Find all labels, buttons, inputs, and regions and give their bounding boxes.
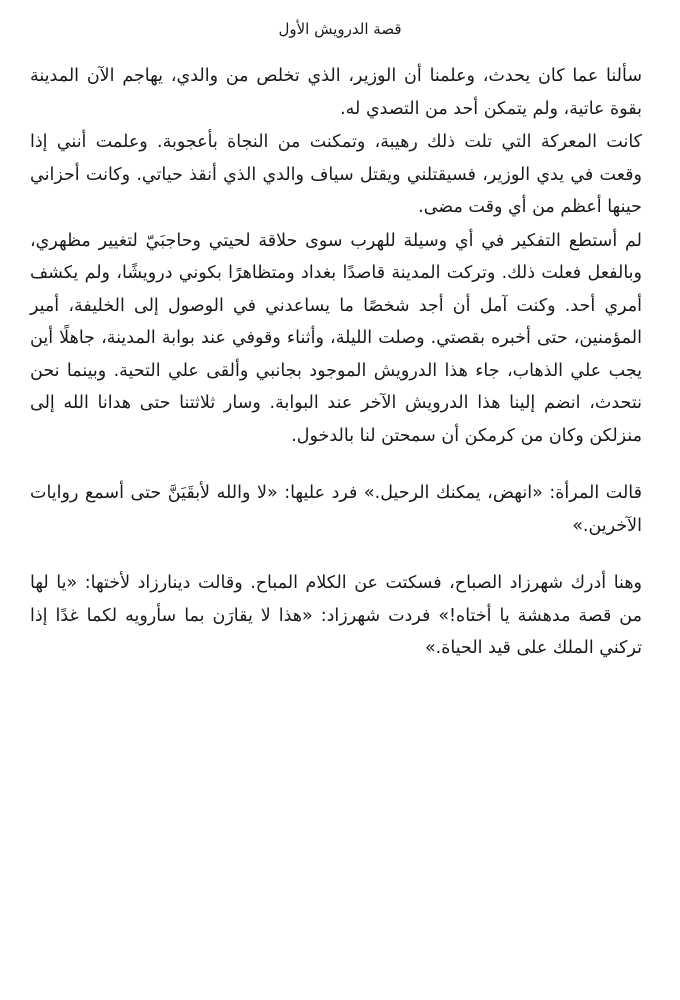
paragraph-dialogue: قالت المرأة: «انهض، يمكنك الرحيل.» فرد عليها: «لا والله لأبقَيَنَّ حتى أسمع روايات الآخرين.» xyxy=(30,483,642,536)
page-running-header: قصة الدرويش الأول xyxy=(278,20,402,38)
paragraph-siege: سألنا عما كان يحدث، وعلمنا أن الوزير، الذي تخلص من والدي، يهاجم الآن المدينة بقوة عاتية، ولم يتمكن أحد من التصدي له. xyxy=(30,66,642,119)
paragraph-dawn: وهنا أدرك شهرزاد الصباح، فسكتت عن الكلام المباح. وقالت دينارزاد لأختها: «يا لها من قصة مدهشة يا أختاه!» فردت شهرزاد: «هذا لا يقارَن بما سأرويه لكما غدًا إذا تركني الملك على قيد الحياة.» xyxy=(30,573,642,658)
paragraph-escape: لم أستطع التفكير في أي وسيلة للهرب سوى حلاقة لحيتي وحاجبَيّ لتغيير مظهري، وبالفعل فعلت ذلك. وتركت المدينة قاصدًا بغداد ومتظاهرًا بكوني درويشًا، ولم يكشف أمري أحد. وكنت آمل أن أجد شخصًا ما يساعدني في الوصول إلى الخليفة، أمير المؤمنين، حتى أخبره بقصتي. وصلت الليلة، وأثناء وقوفي عند بوابة المدينة، جاهلًا أين يجب علي الذهاب، جاء هذا الدرويش الموجود بجانبي وألقى علي التحية. وبينما نحن نتحدث، انضم إلينا هذا الدرويش الآخر عند البوابة. وسار ثلاثتنا حتى هدانا الله إلى منزلكن وكان من كرمكن أن سمحتن لنا بالدخول. xyxy=(30,230,642,446)
paragraph-battle: كانت المعركة التي تلت ذلك رهيبة، وتمكنت من النجاة بأعجوبة. وعلمت أنني إذا وقعت في يدي الوزير، فسيقتلني ويقتل سياف والدي الذي أنقذ حياتي. وكانت أحزاني حينها أعظم من أي وقت مضى. xyxy=(30,132,642,217)
story-body xyxy=(30,60,642,666)
